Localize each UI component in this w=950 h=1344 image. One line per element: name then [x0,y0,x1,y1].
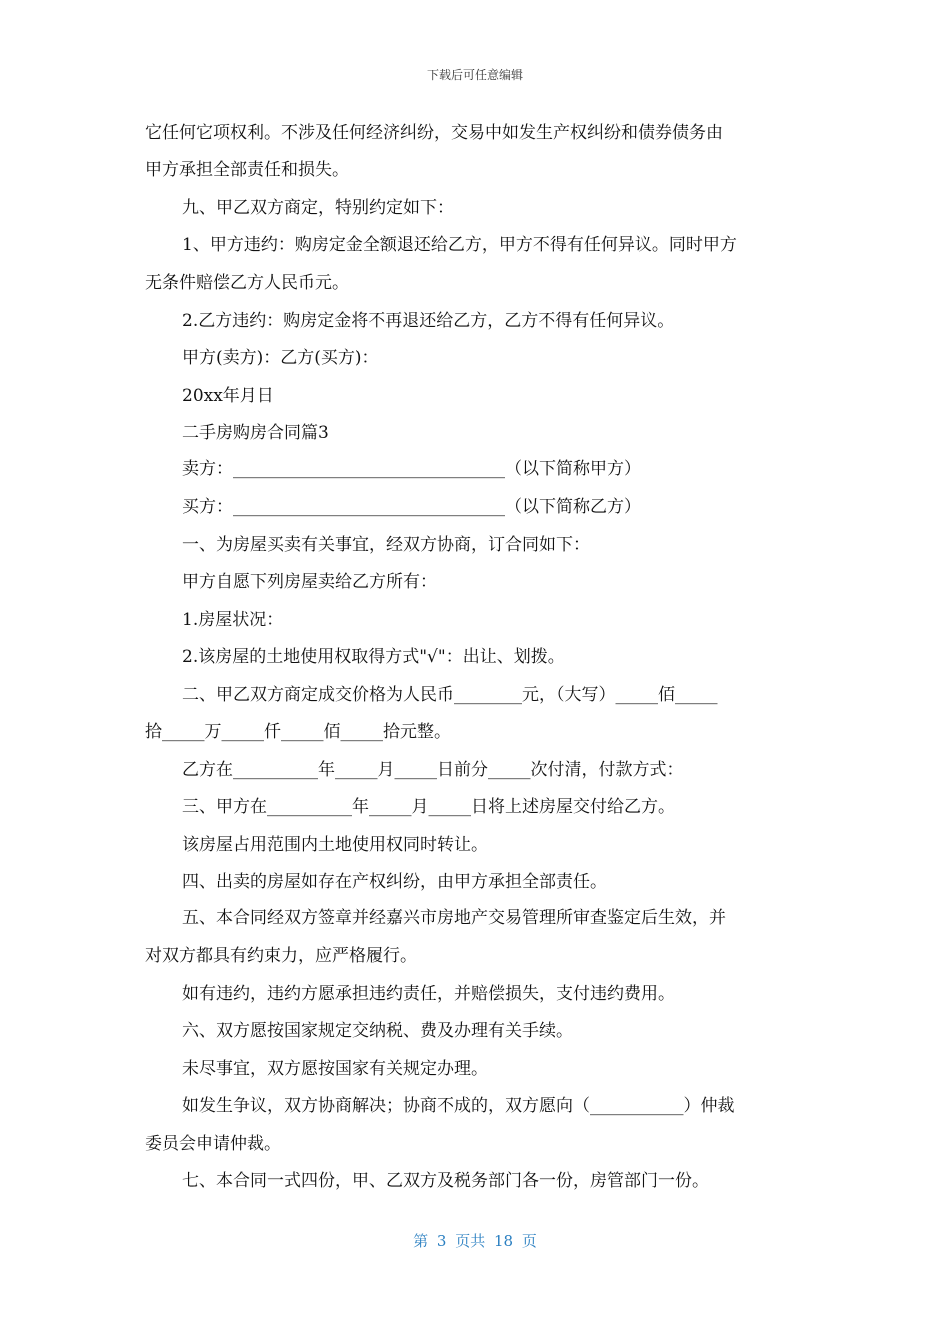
page-number: 第 3 页共 18 页 [413,1232,537,1250]
text-line: 2.乙方违约：购房定金将不再退还给乙方，乙方不得有任何异议。 [182,311,675,331]
text-line: 如有违约，违约方愿承担违约责任，并赔偿损失，支付违约费用。 [182,984,675,1004]
text-line: 无条件赔偿乙方人民币元。 [145,273,349,293]
text-line: 2.该房屋的土地使用权取得方式"√"：出让、划拨。 [182,647,565,667]
text-line: 1.房屋状况： [182,610,284,630]
text-line: 甲方承担全部责任和损失。 [145,160,349,180]
text-line: 乙方在__________年_____月_____日前分_____次付清，付款方式： [182,760,684,780]
text-line: 未尽事宜，双方愿按国家有关规定办理。 [182,1059,488,1079]
text-line: 1、甲方违约：购房定金全额退还给乙方，甲方不得有任何异议。同时甲方 [182,235,737,255]
text-line: 甲方(卖方)：乙方(买方)： [182,348,379,368]
text-line: 甲方自愿下列房屋卖给乙方所有： [182,572,437,592]
text-line: 五、本合同经双方签章并经嘉兴市房地产交易管理所审查鉴定后生效，并 [182,908,726,928]
text-line: 买方：________________________________（以下简称乙方） [182,497,641,517]
text-line: 二、甲乙双方商定成交价格为人民币________元，（大写）_____佰_____ [182,685,718,705]
text-line: 七、本合同一式四份，甲、乙双方及税务部门各一份，房管部门一份。 [182,1171,709,1191]
text-line: 三、甲方在__________年_____月_____日将上述房屋交付给乙方。 [182,797,675,817]
text-line: 该房屋占用范围内土地使用权同时转让。 [182,835,488,855]
section-title: 二手房购房合同篇3 [182,423,329,443]
text-line: 六、双方愿按国家规定交纳税、费及办理有关手续。 [182,1021,573,1041]
text-line: 卖方：________________________________（以下简称甲方） [182,459,641,479]
text-line: 如发生争议，双方协商解决；协商不成的，双方愿向（___________）仲裁 [182,1096,735,1116]
text-line: 委员会申请仲裁。 [145,1134,281,1154]
page-header: 下载后可任意编辑 [426,68,523,82]
text-line: 一、为房屋买卖有关事宜，经双方协商，订合同如下： [182,535,590,555]
text-line: 它任何它项权利。不涉及任何经济纠纷，交易中如发生产权纠纷和债券债务由 [145,123,723,143]
text-line: 对双方都具有约束力，应严格履行。 [145,946,417,966]
text-line: 20xx年月日 [182,386,274,406]
text-line: 九、甲乙双方商定，特别约定如下： [182,198,454,218]
text-line: 拾_____万_____仟_____佰_____拾元整。 [145,722,451,742]
text-line: 四、出卖的房屋如存在产权纠纷，由甲方承担全部责任。 [182,872,607,892]
